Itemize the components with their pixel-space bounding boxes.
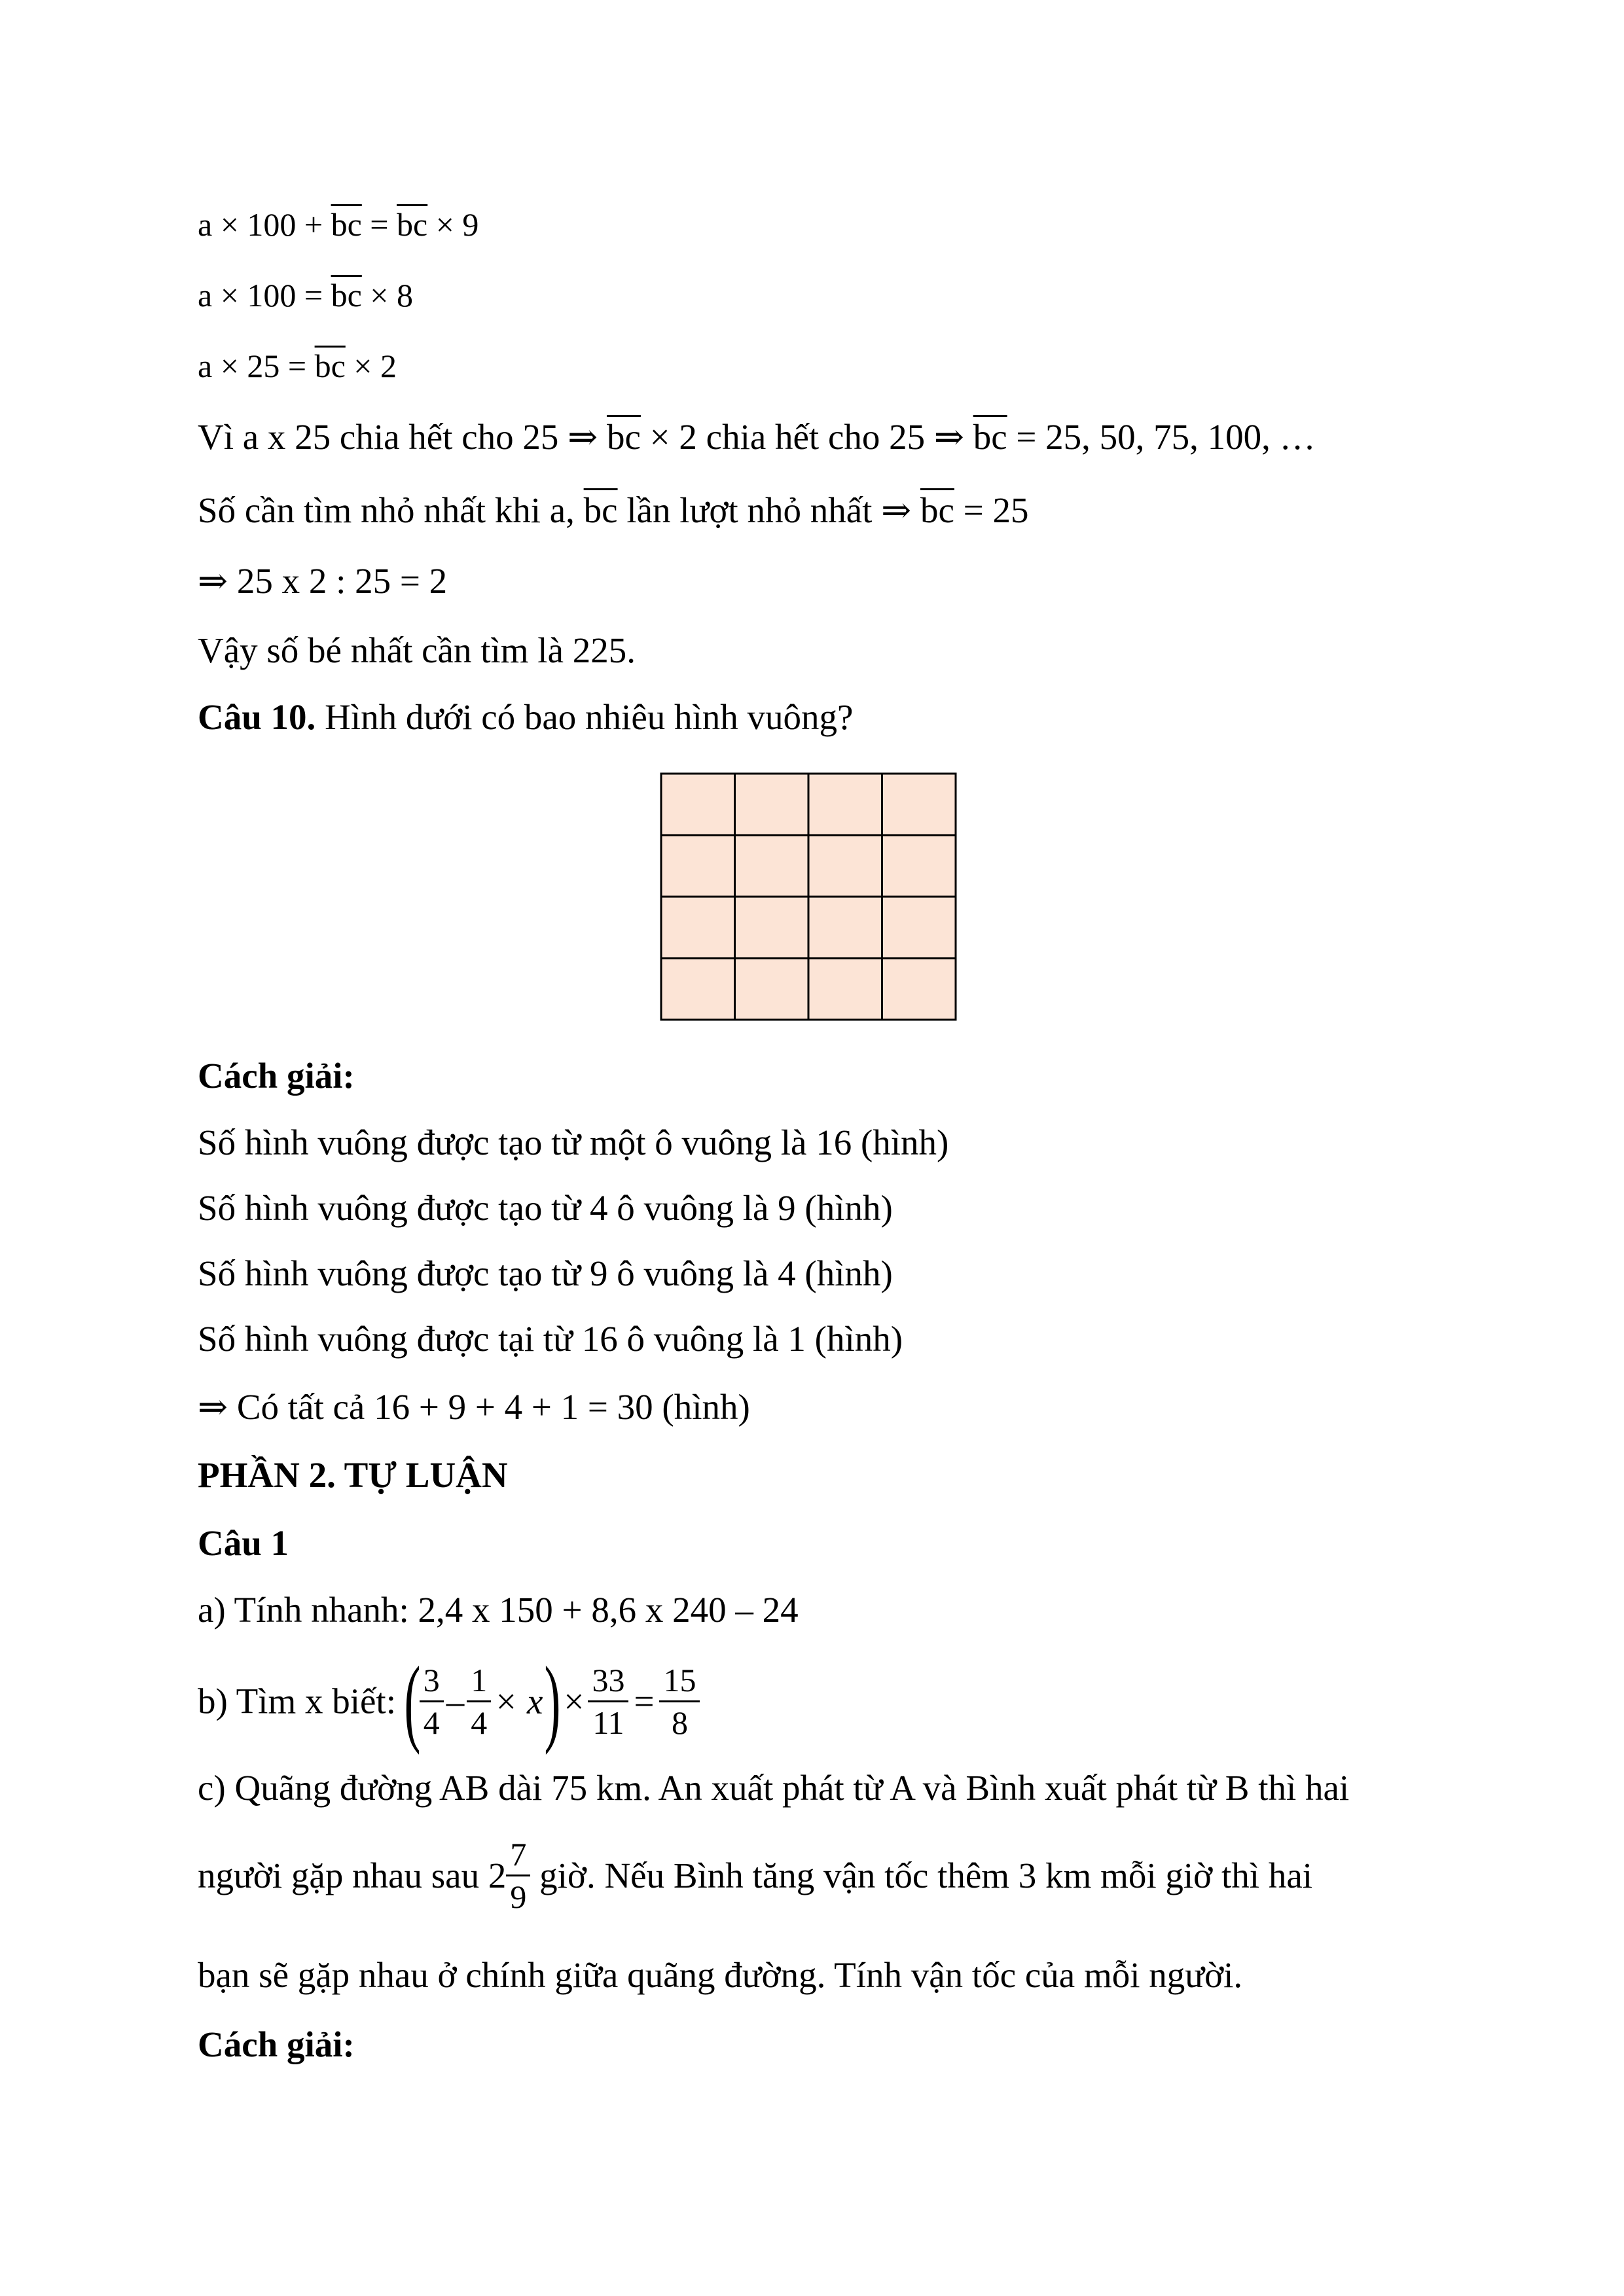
question-1c-line-3: bạn sẽ gặp nhau ở chính giữa quãng đường. Tính vận tốc của mỗi người.: [198, 1955, 1243, 1995]
equation-line-1: $a \times 100 + \overline{bc} = \overline{bc} \times 9$: [198, 206, 479, 243]
overline-bc: $\overline{bc}$: [920, 490, 954, 530]
minimum-line: Số cần tìm nhỏ nhất khi a, $\overline{bc}$ lần lượt nhỏ nhất ⇒ $\overline{bc} = 25$: [198, 490, 1029, 530]
grid-cell: [882, 774, 956, 835]
equation-line-2: $a \times 100 = \overline{bc} \times 8$: [198, 277, 413, 314]
conclusion-line: Vậy số bé nhất cần tìm là 225.: [198, 630, 636, 670]
grid-cell: [735, 835, 809, 897]
solution-step-3: Số hình vuông được tạo từ 9 ô vuông là 4 (hình): [198, 1253, 893, 1293]
fraction-1-4: $\frac{1}{4}$: [467, 1664, 491, 1739]
overline-bc: $\overline{bc}$: [606, 417, 641, 457]
square-grid-figure: [660, 772, 957, 1021]
question-10: Câu 10. Hình dưới có bao nhiêu hình vuông?: [198, 697, 854, 737]
divisibility-line: Vì a x 25 chia hết cho 25 ⇒ $\overline{bc} \times 2$ chia hết cho 25 ⇒ $\overline{bc} = 25$, 50, 75, 100, …: [198, 417, 1316, 457]
grid-cell: [808, 774, 882, 835]
result-line: ⇒ 25 x 2 : 25 = 2: [198, 561, 448, 601]
question-10-label: Câu 10.: [198, 697, 316, 737]
part-2-heading: PHẦN 2. TỰ LUẬN: [198, 1455, 508, 1495]
fraction-33-11: $\frac{33}{11}$: [588, 1664, 628, 1739]
fraction-3-4: $\frac{3}{4}$: [420, 1664, 444, 1739]
right-paren: ): [544, 1647, 561, 1755]
overline-bc: $\overline{bc}$: [973, 417, 1007, 457]
solution-heading-2: Cách giải:: [198, 2024, 355, 2064]
solution-step-1: Số hình vuông được tạo từ một ô vuông là 16 (hình): [198, 1122, 949, 1162]
fraction-15-8: $\frac{15}{8}$: [659, 1664, 700, 1739]
grid-cell: [882, 958, 956, 1020]
solution-step-2: Số hình vuông được tạo từ 4 ô vuông là 9 (hình): [198, 1188, 893, 1228]
solution-heading: Cách giải:: [198, 1056, 355, 1096]
overline-bc: $\overline{bc}$: [583, 490, 618, 530]
question-1-heading: Câu 1: [198, 1523, 289, 1563]
grid-cell: [735, 774, 809, 835]
square-grid-svg: [660, 772, 957, 1021]
grid-cell: [661, 835, 735, 897]
question-1b: b) Tìm x biết: ( $\frac{3}{4}$ – $\frac{1}{4}$ × x)× $\frac{33}{11}$ = $\frac{15}{8}$: [198, 1652, 700, 1750]
equation-line-3: $a \times 25 = \overline{bc} \times 2$: [198, 348, 397, 384]
question-1c-line-1: c) Quãng đường AB dài 75 km. An xuất phát từ A và Bình xuất phát từ B thì hai: [198, 1768, 1350, 1808]
grid-cell: [735, 958, 809, 1020]
grid-cell: [882, 897, 956, 958]
overline-bc: $\overline{bc}$: [331, 206, 362, 243]
grid-cell: [808, 897, 882, 958]
overline-bc: $\overline{bc}$: [331, 277, 362, 314]
grid-cell: [808, 958, 882, 1020]
mixed-fraction-7-9: $\frac{7}{9}$: [506, 1838, 530, 1913]
grid-cell: [882, 835, 956, 897]
grid-cell: [808, 835, 882, 897]
grid-cell: [661, 897, 735, 958]
question-1c-line-2: người gặp nhau sau 2 $\frac{7}{9}$ giờ. Nếu Bình tăng vận tốc thêm 3 km mỗi giờ thì hai: [198, 1836, 1313, 1915]
left-paren: (: [404, 1647, 421, 1755]
question-1a: a) Tính nhanh: 2,4 x 150 + 8,6 x 240 – 24: [198, 1590, 799, 1630]
solution-total: ⇒ Có tất cả 16 + 9 + 4 + 1 = 30 (hình): [198, 1387, 750, 1427]
grid-cell: [735, 897, 809, 958]
grid-cell: [661, 958, 735, 1020]
overline-bc: $\overline{bc}$: [314, 348, 346, 384]
overline-bc: $\overline{bc}$: [397, 206, 428, 243]
grid-cell: [661, 774, 735, 835]
solution-step-4: Số hình vuông được tại từ 16 ô vuông là 1 (hình): [198, 1319, 903, 1359]
